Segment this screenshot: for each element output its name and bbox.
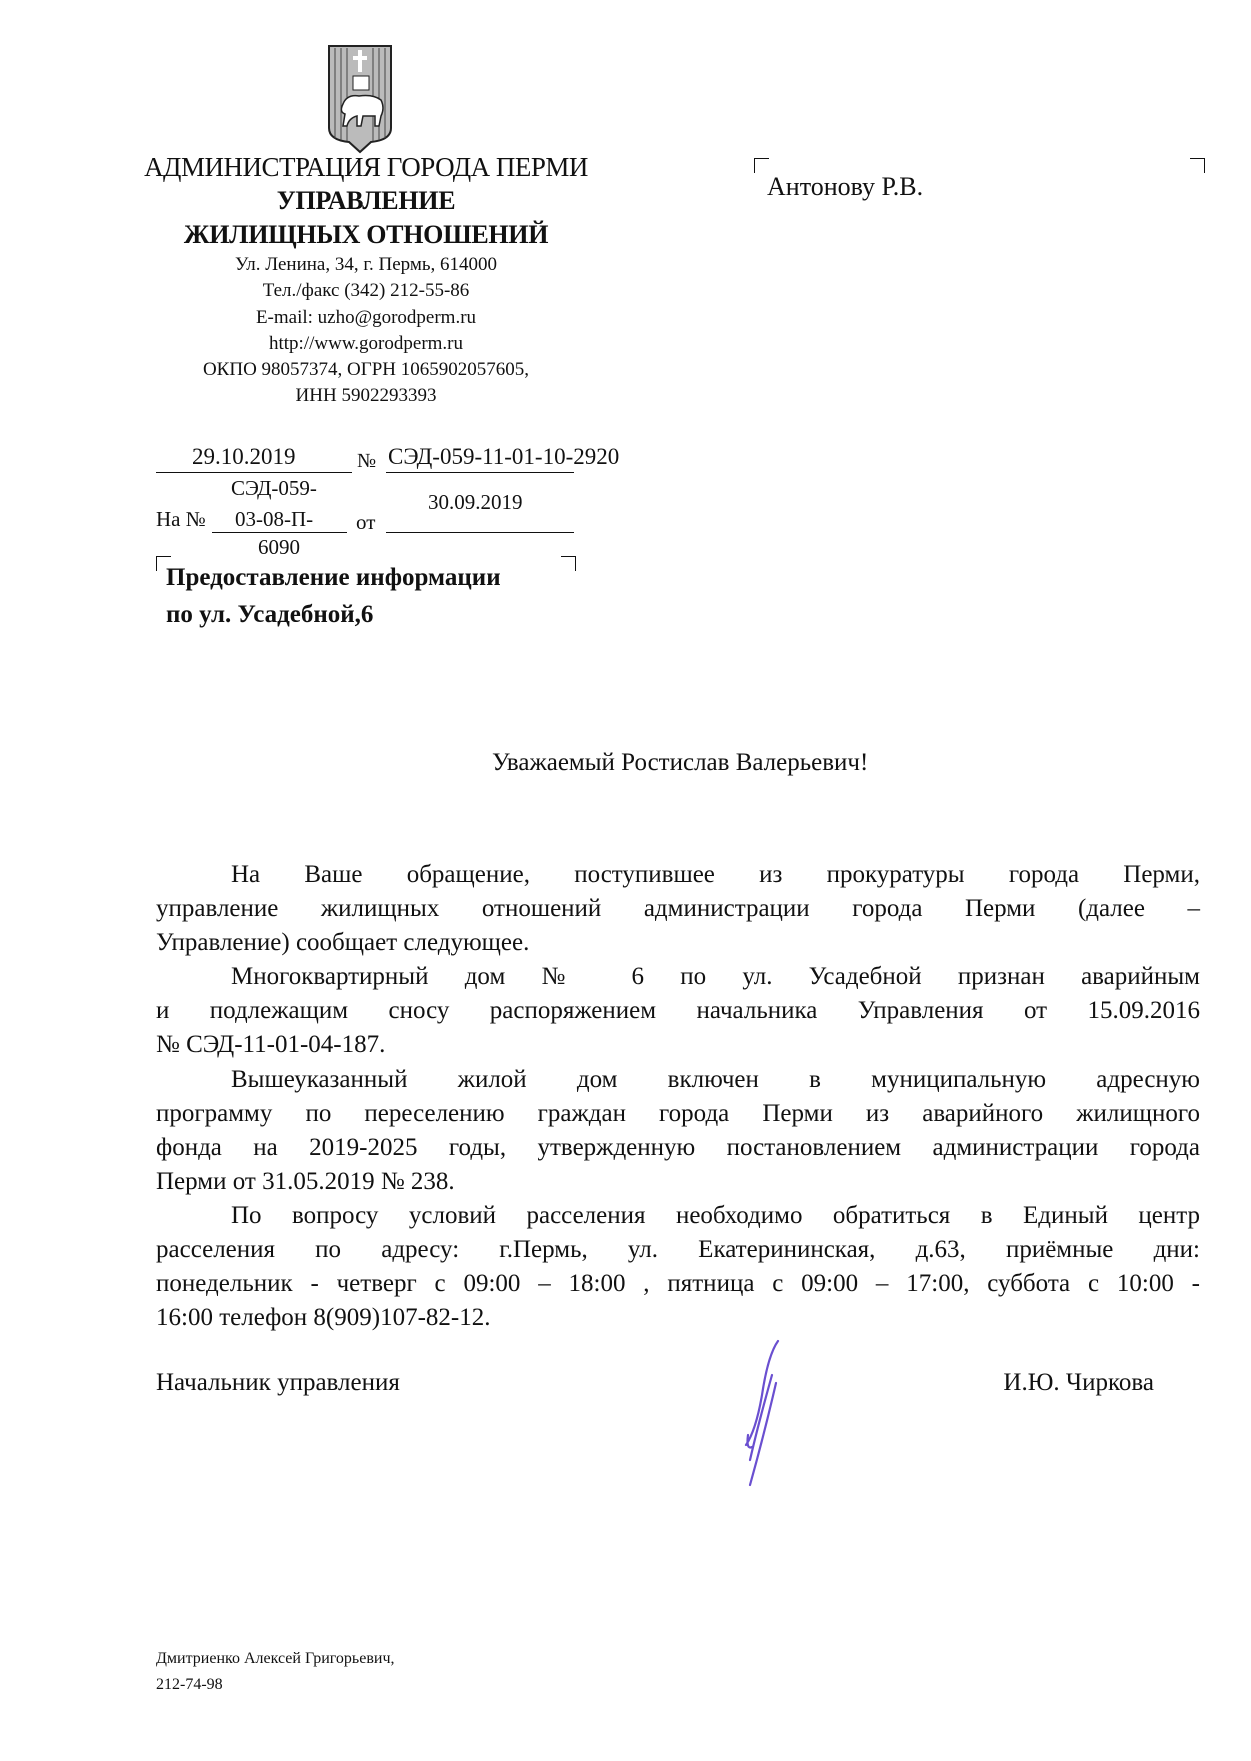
signatory-name: И.Ю. Чиркова <box>1003 1369 1154 1396</box>
body-line: управление жилищных отношений администрации города Перми (далее – <box>156 895 1200 922</box>
coat-of-arms-emblem <box>325 42 395 154</box>
body-line: фонда на 2019-2025 годы, утвержденную постановлением администрации города <box>156 1134 1200 1161</box>
body-line: Перми от 31.05.2019 № 238. <box>156 1168 455 1195</box>
subject-line2: по ул. Усадебной,6 <box>166 601 374 628</box>
body-line: Многоквартирный дом № 6 по ул. Усадебной признан аварийным <box>231 963 1200 990</box>
org-inn: ИНН 5902293393 <box>295 385 437 406</box>
ref-number-line2: 03-08-П- <box>235 507 314 531</box>
executor-phone: 212-74-98 <box>156 1676 223 1693</box>
dept-name-line1: УПРАВЛЕНИЕ <box>276 186 456 215</box>
org-name: АДМИНИСТРАЦИЯ ГОРОДА ПЕРМИ <box>144 152 588 182</box>
greeting: Уважаемый Ростислав Валерьевич! <box>492 749 869 776</box>
signatory-position: Начальник управления <box>156 1369 400 1396</box>
reg-number: СЭД-059-11-01-10-2920 <box>388 444 620 469</box>
ref-date: 30.09.2019 <box>428 490 523 514</box>
org-phone: Тел./факс (342) 212-55-86 <box>262 280 470 301</box>
body-line: понедельник - четверг с 09:00 – 18:00 , пятница с 09:00 – 17:00, суббота с 10:00 - <box>156 1270 1200 1297</box>
ref-label: На № <box>156 507 206 531</box>
org-codes: ОКПО 98057374, ОГРН 1065902057605, <box>202 359 530 380</box>
reg-date-field <box>156 444 352 473</box>
recipient-corner-right <box>1190 158 1205 173</box>
ref-number-field <box>212 506 347 533</box>
subject-corner-right <box>561 556 576 571</box>
ref-from-label: от <box>356 510 376 534</box>
subject-line1: Предоставление информации <box>166 564 501 591</box>
body-line: По вопросу условий расселения необходимо обратиться в Единый центр <box>231 1202 1200 1229</box>
body-line: 16:00 телефон 8(909)107-82-12. <box>156 1304 491 1331</box>
body-line: На Ваше обращение, поступившее из прокуратуры города Перми, <box>231 861 1200 888</box>
recipient-name: Антонову Р.В. <box>767 172 924 201</box>
ref-number-line1: СЭД-059- <box>231 476 317 500</box>
ref-number-line3: 6090 <box>258 535 300 559</box>
org-address: Ул. Ленина, 34, г. Пермь, 614000 <box>234 254 498 275</box>
recipient-corner-left <box>754 158 769 173</box>
body-line: и подлежащим сносу распоряжением начальника Управления от 15.09.2016 <box>156 997 1200 1024</box>
body-line: Управление) сообщает следующее. <box>156 929 530 956</box>
body-line: программу по переселению граждан города Перми из аварийного жилищного <box>156 1100 1200 1127</box>
reg-number-sign: № <box>357 450 377 472</box>
reg-number-field <box>386 444 620 473</box>
reg-date: 29.10.2019 <box>192 444 296 469</box>
org-email: E-mail: uzho@gorodperm.ru <box>255 307 477 328</box>
body-line: Вышеуказанный жилой дом включен в муниципальную адресную <box>231 1066 1200 1093</box>
dept-name-line2: ЖИЛИЩНЫХ ОТНОШЕНИЙ <box>183 220 549 249</box>
body-line: расселения по адресу: г.Пермь, ул. Екатерининская, д.63, приёмные дни: <box>156 1236 1200 1263</box>
body-line: № СЭД-11-01-04-187. <box>156 1031 386 1058</box>
handwritten-signature <box>728 1335 798 1495</box>
org-website: http://www.gorodperm.ru <box>268 333 464 354</box>
executor-name: Дмитриенко Алексей Григорьевич, <box>156 1650 395 1667</box>
